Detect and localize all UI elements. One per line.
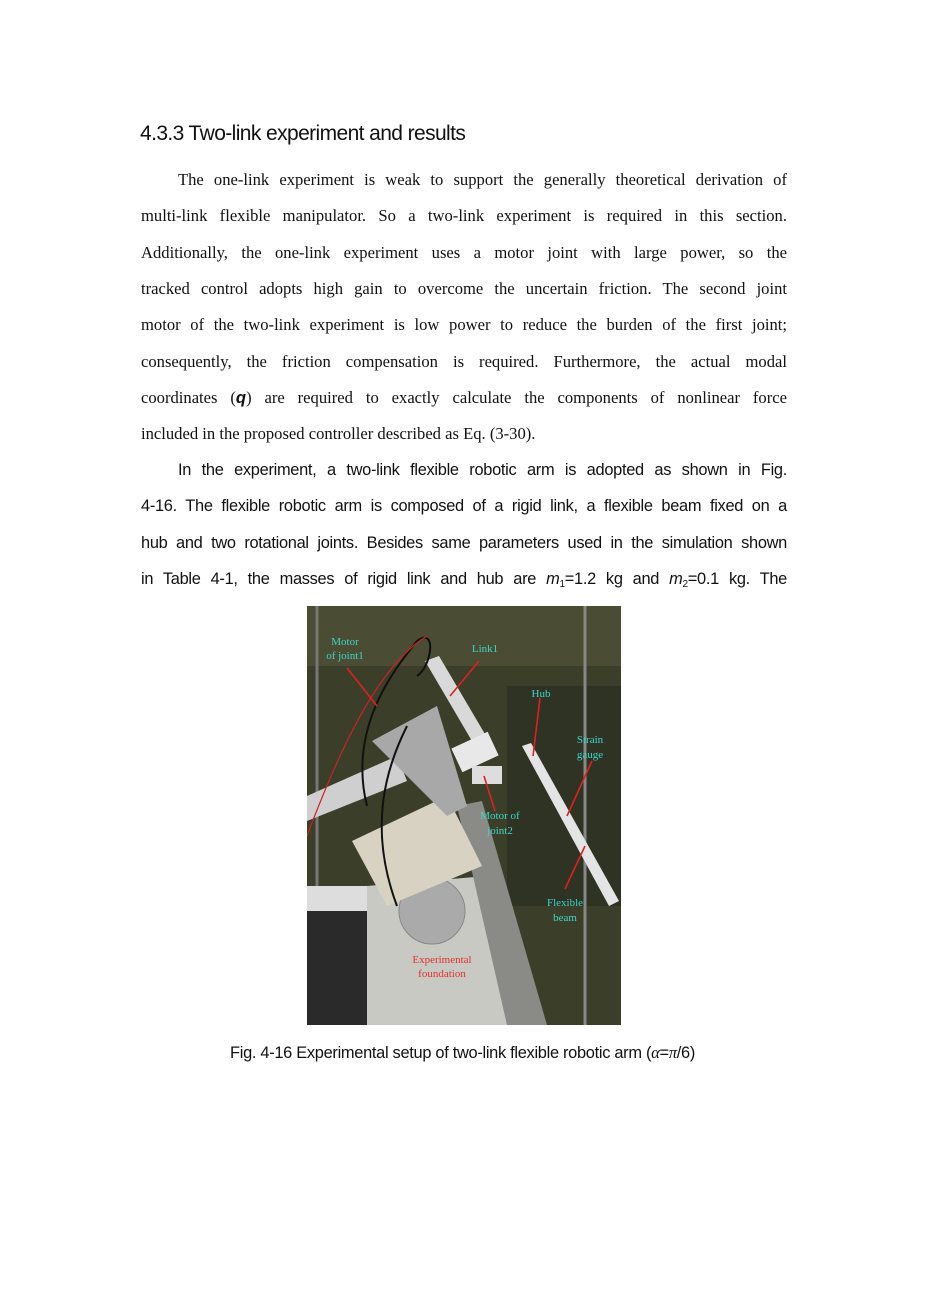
alpha-symbol: α xyxy=(651,1043,660,1062)
modal-coordinate-symbol: q xyxy=(235,388,247,407)
mass-symbol: m xyxy=(546,570,560,588)
label-motor-joint1: of joint1 xyxy=(326,650,364,662)
section-title: 4.3.3 Two-link experiment and results xyxy=(140,122,466,145)
label-strain-gauge: gauge xyxy=(576,749,604,761)
text-line: Additionally, the one-link experiment uses a motor joint with large power, so the xyxy=(141,243,787,262)
label-motor-joint1: Motor xyxy=(331,636,359,648)
label-link1: Link1 xyxy=(471,643,499,655)
label-experimental-foundation: foundation xyxy=(418,968,466,980)
text-line: included in the proposed controller described as Eq. (3-30). xyxy=(141,424,536,443)
text-line: tracked control adopts high gain to overcome the uncertain friction. The second joint xyxy=(141,279,787,298)
text-line: In the experiment, a two-link flexible robotic arm is adopted as shown in Fig. xyxy=(178,461,787,479)
label-flexible-beam: Flexible xyxy=(546,897,584,909)
caption-text: = xyxy=(659,1044,669,1062)
text-segment: =0.1 kg. The xyxy=(687,570,787,588)
text-line: multi-link flexible manipulator. So a two-link experiment is required in this section. xyxy=(141,206,787,225)
text-segment: in Table 4-1, the masses of rigid link and hub are xyxy=(141,570,547,588)
caption-text: Fig. 4-16 Experimental setup of two-link flexible robotic arm ( xyxy=(230,1044,652,1062)
label-experimental-foundation: Experimental xyxy=(412,954,472,966)
text-line: motor of the two-link experiment is low power to reduce the burden of the first joint; xyxy=(141,315,787,334)
caption-text: /6) xyxy=(676,1044,695,1062)
pi-symbol: π xyxy=(668,1043,677,1062)
label-motor-joint2: joint2 xyxy=(487,825,513,837)
text-segment: ) are required to exactly calculate the components of nonlinear force xyxy=(246,388,787,407)
text-segment: coordinates ( xyxy=(141,388,236,407)
figure-caption xyxy=(0,1043,925,1063)
label-flexible-beam: beam xyxy=(553,912,577,924)
experimental-setup-photo xyxy=(307,606,621,1025)
text-segment: =1.2 kg and xyxy=(564,570,670,588)
text-line: 4-16. The flexible robotic arm is composed of a rigid link, a flexible beam fixed on a xyxy=(141,497,787,515)
mass-symbol: m xyxy=(669,570,683,588)
label-hub: Hub xyxy=(531,688,551,700)
text-line xyxy=(141,388,787,408)
subscript: 1 xyxy=(559,579,565,590)
text-line: The one-link experiment is weak to support the generally theoretical derivation of xyxy=(178,170,787,189)
text-line: consequently, the friction compensation is required. Furthermore, the actual modal xyxy=(141,352,787,371)
subscript: 2 xyxy=(682,579,688,590)
label-motor-joint2: Motor of xyxy=(480,810,520,822)
text-line xyxy=(141,570,787,589)
label-strain-gauge: Strain xyxy=(576,734,604,746)
text-line: hub and two rotational joints. Besides same parameters used in the simulation shown xyxy=(141,534,787,552)
